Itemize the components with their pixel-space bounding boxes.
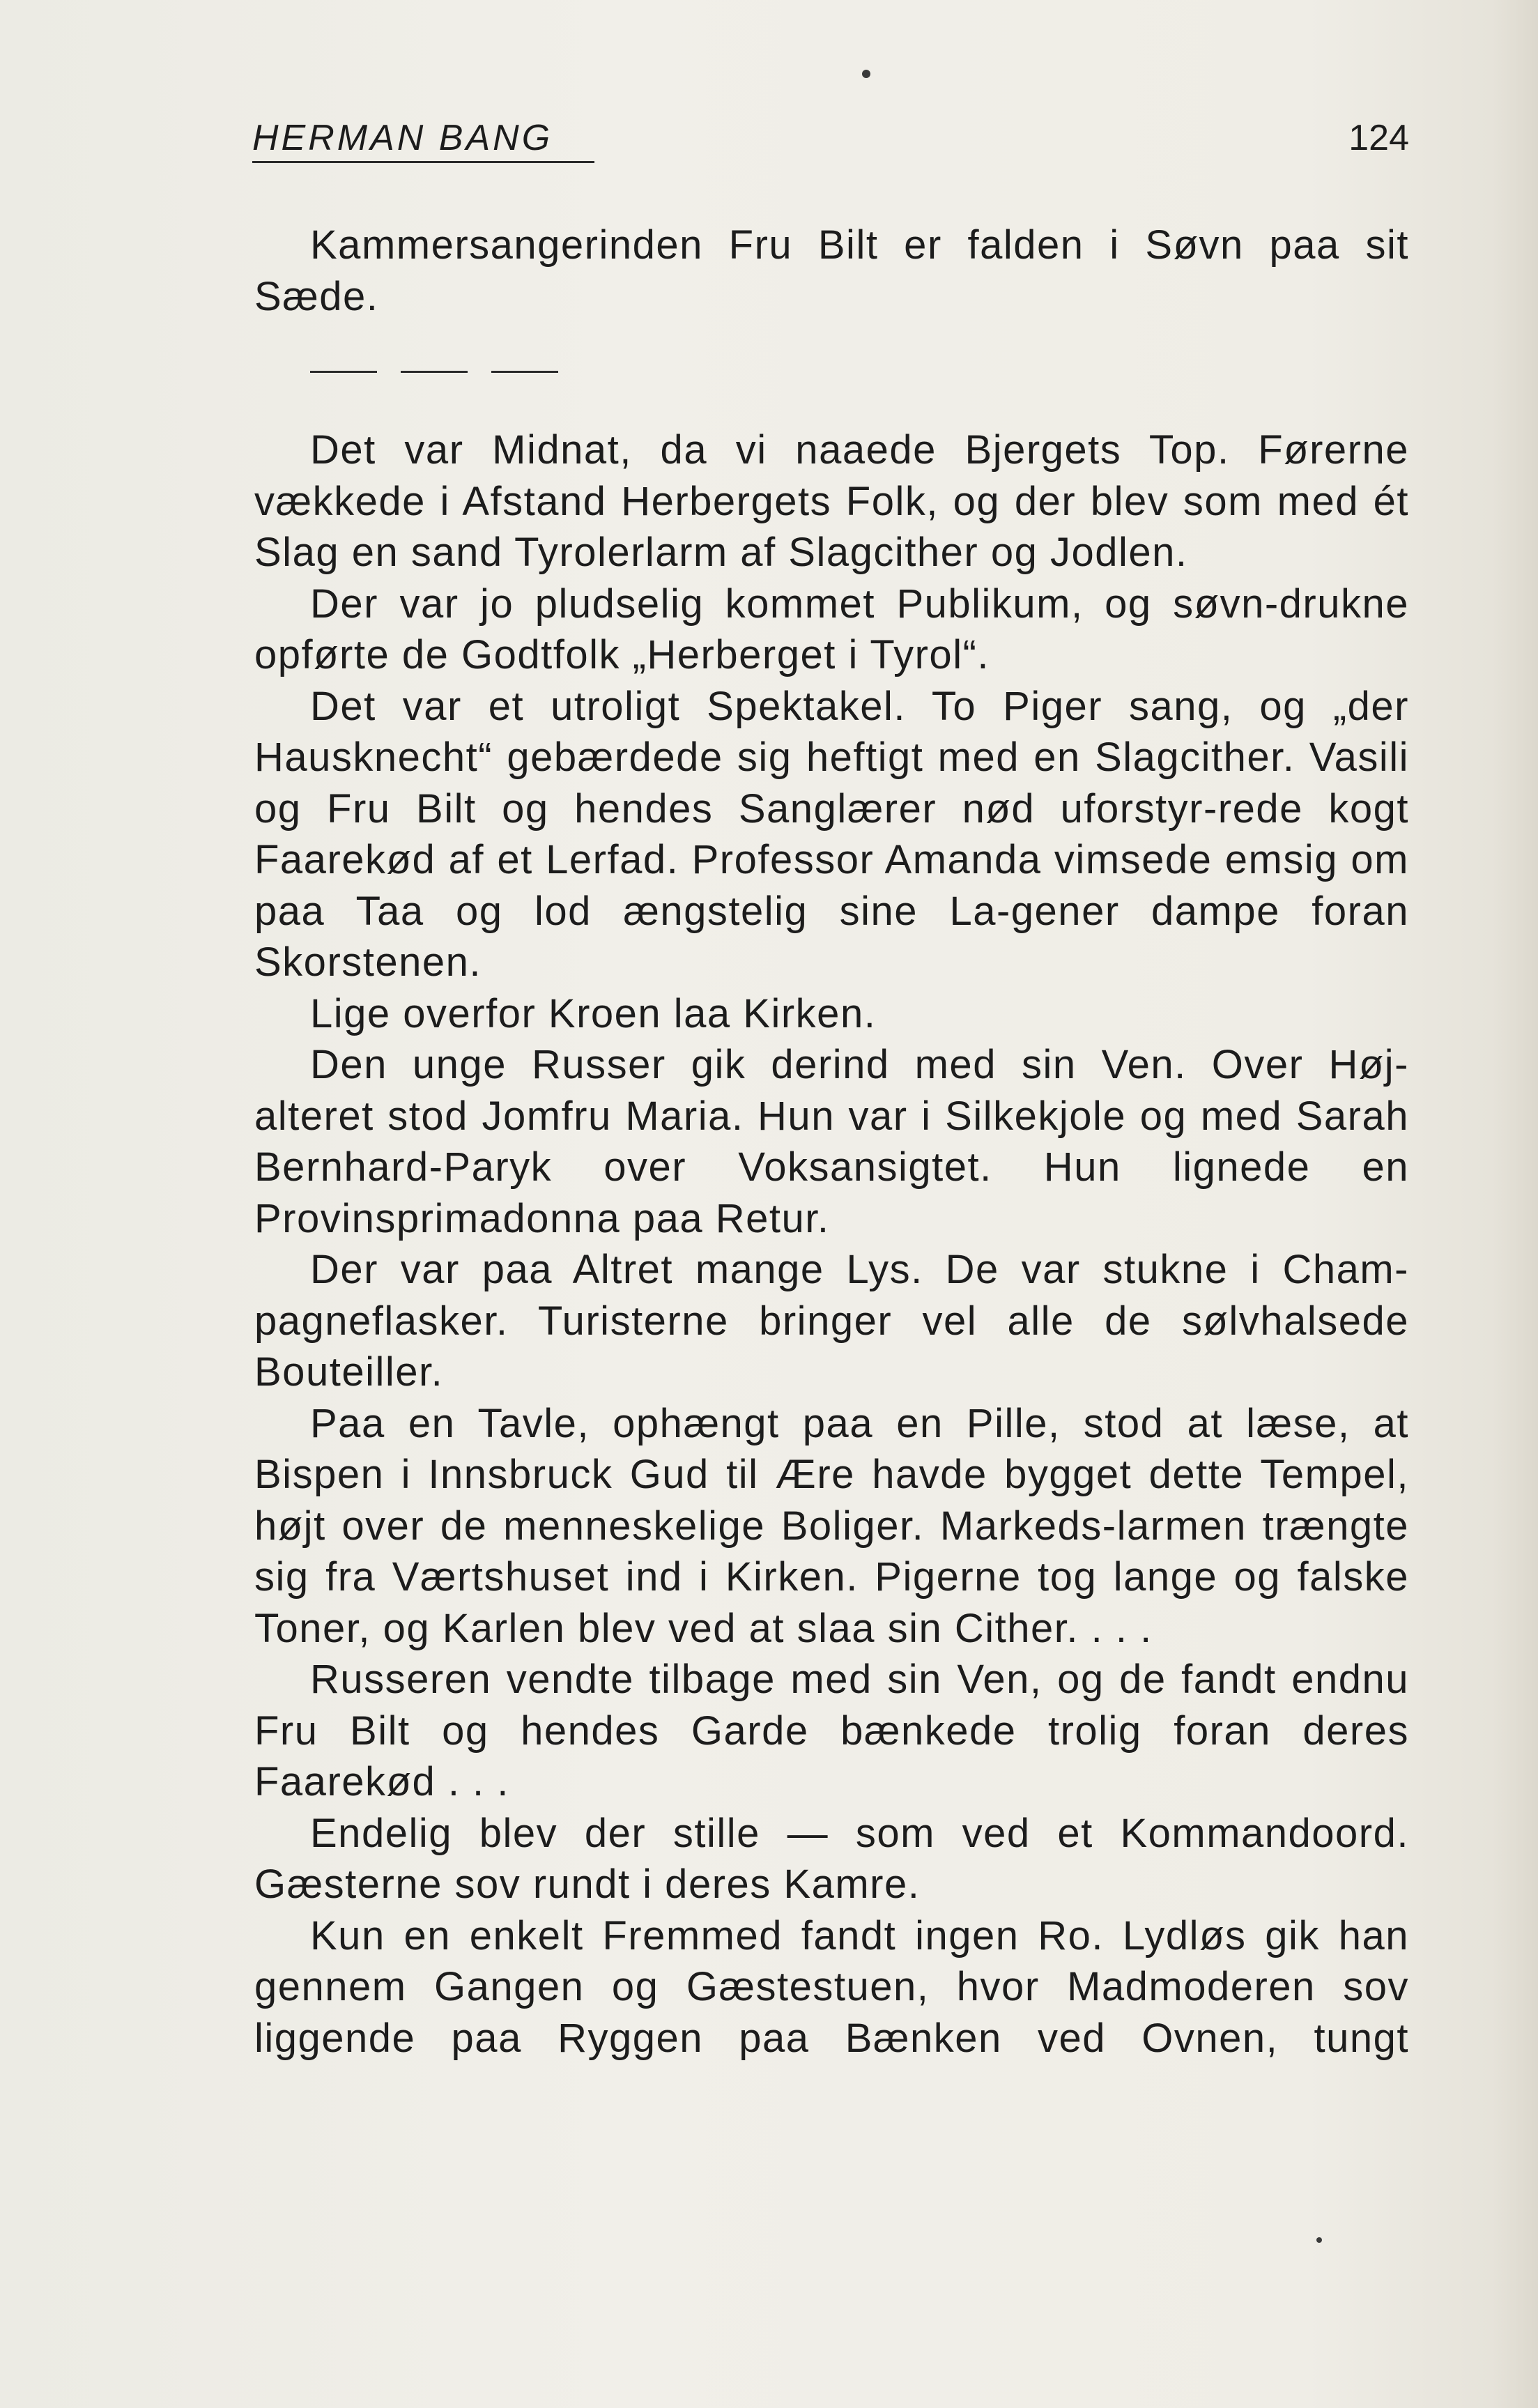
paragraph: Det var et utroligt Spektakel. To Piger sang, og „der Hausknecht“ gebærdede sig heftigt med en Slagcither. Vasili og Fru Bilt og hendes Sanglærer nød uforstyr-rede kogt Faarekød af et Lerfad. Professor Amanda vimsede emsig om paa Taa og lod ængstelig sine La-gener dampe foran Skorstenen. <box>254 683 1409 985</box>
author-name: HERMAN BANG <box>252 115 594 163</box>
paragraph: Paa en Tavle, ophængt paa en Pille, stod at læse, at Bispen i Innsbruck Gud til Ære havde bygget dette Tempel, højt over de menneskelige Boliger. Markeds-larmen trængte sig fra Værtshuset ind i Kirken. Pigerne tog lange og falske Toner, og Karlen blev ved at slaa sin Cither. . . . <box>254 1400 1409 1651</box>
section-dash <box>401 371 468 373</box>
paragraph: Kun en enkelt Fremmed fandt ingen Ro. Lydløs gik han gennem Gangen og Gæstestuen, hvor Madmoderen sov liggende paa Ryggen paa Bænken ved Ovnen, tungt <box>254 1912 1409 2061</box>
section-break <box>310 322 1409 424</box>
body-text <box>254 220 1409 2064</box>
paragraph: Lige overfor Kroen laa Kirken. <box>310 990 877 1036</box>
section-dash <box>310 371 377 373</box>
section-dash <box>491 371 558 373</box>
paragraph: Russeren vendte tilbage med sin Ven, og de fandt endnu Fru Bilt og hendes Garde bænkede trolig foran deres Faarekød . . . <box>254 1657 1409 1804</box>
ink-speck <box>1316 2237 1322 2243</box>
paragraph: Endelig blev der stille — som ved et Kommandoord. Gæsterne sov rundt i deres Kamre. <box>254 1810 1409 1907</box>
paragraph: Den unge Russer gik derind med sin Ven. Over Høj-alteret stod Jomfru Maria. Hun var i Silkekjole og med Sarah Bernhard-Paryk over Voksansigtet. Hun lignede en Provinsprimadonna paa Retur. <box>254 1042 1409 1241</box>
running-head <box>252 115 1409 164</box>
paragraph: Der var paa Altret mange Lys. De var stukne i Cham-pagneflasker. Turisterne bringer vel alle de sølvhalsede Bouteiller. <box>254 1247 1409 1395</box>
paragraph: Der var jo pludselig kommet Publikum, og søvn-drukne opførte de Godtfolk „Herberget i Tyrol“. <box>254 581 1409 677</box>
page-number: 124 <box>1348 118 1409 158</box>
paragraph: Det var Midnat, da vi naaede Bjergets Top. Førerne vækkede i Afstand Herbergets Folk, og der blev som med ét Slag en sand Tyrolerlarm af Slagcither og Jodlen. <box>254 427 1409 575</box>
paragraph: Kammersangerinden Fru Bilt er falden i Søvn paa sit Sæde. <box>254 222 1409 319</box>
ink-speck <box>862 70 870 78</box>
